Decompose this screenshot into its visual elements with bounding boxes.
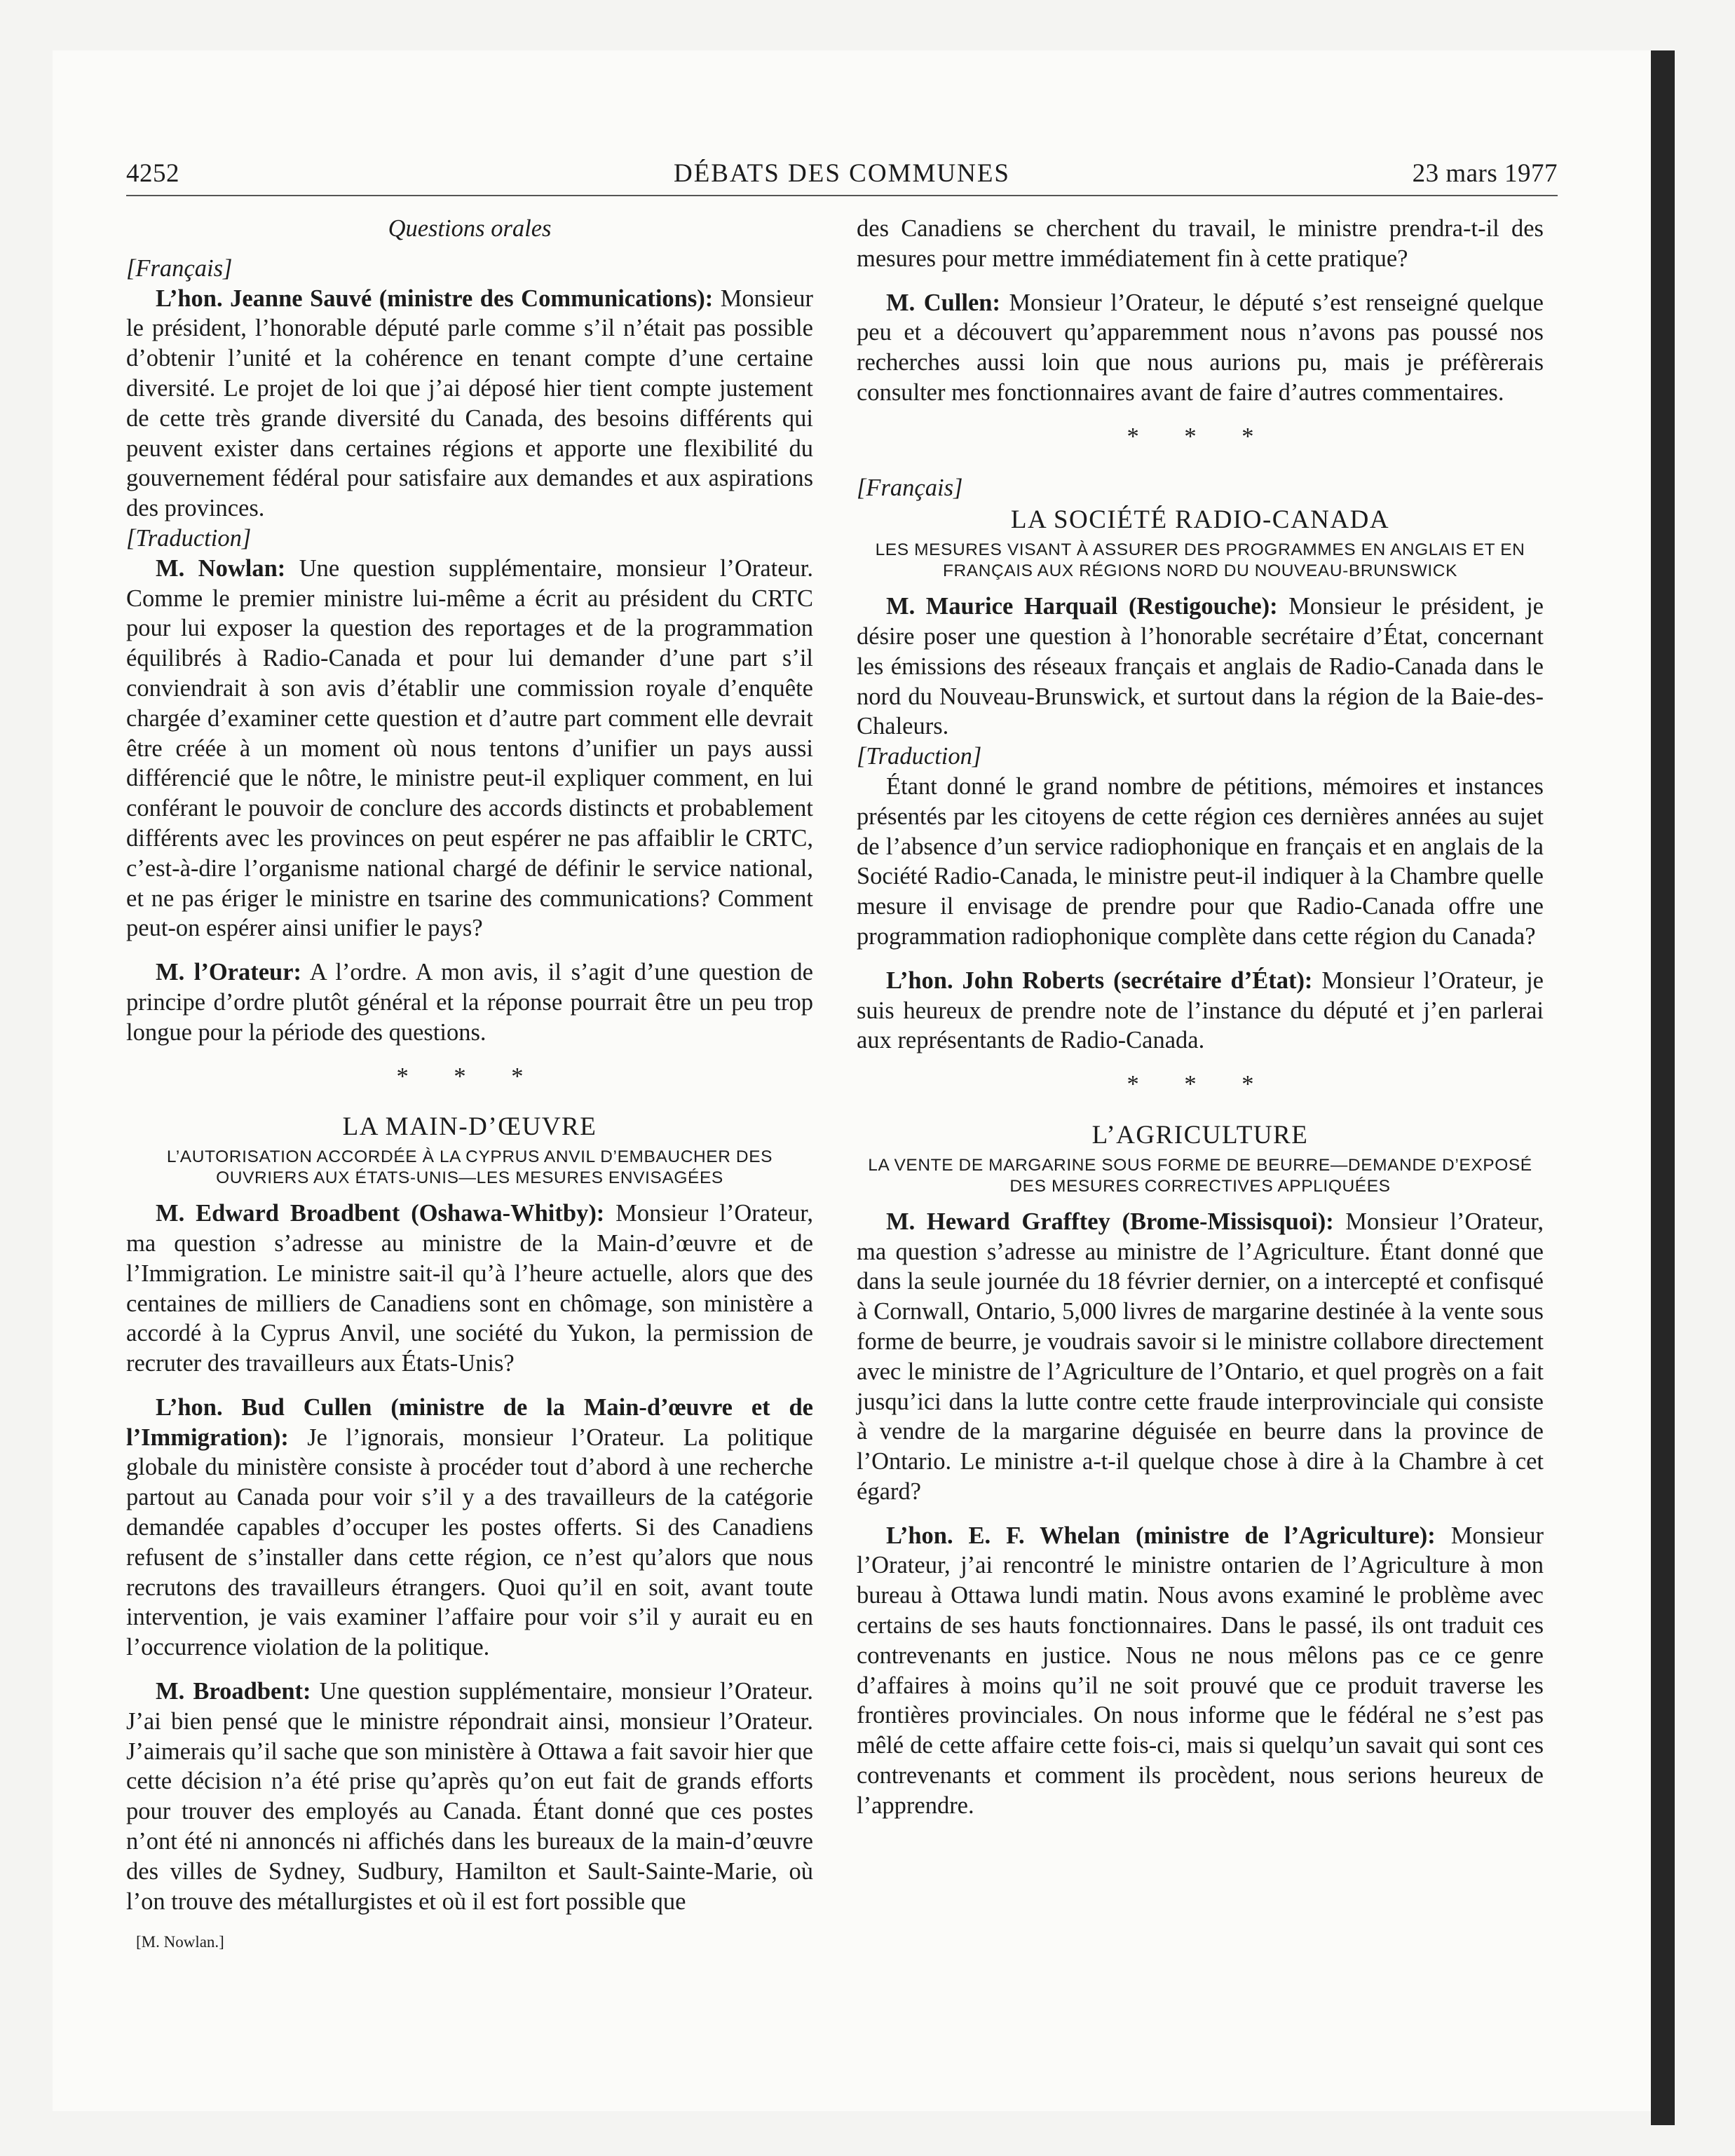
section-subtitle: LA VENTE DE MARGARINE SOUS FORME DE BEURRE—DEMANDE D’EXPOSÉ DES MESURES CORRECTIVES APPLIQUÉES xyxy=(868,1155,1532,1196)
paragraph-text: Monsieur l’Orateur, je suis heureux de prendre note de l’instance du député et j’en parlerai aux représentants de Radio-Canada. xyxy=(857,967,1544,1054)
page-header xyxy=(126,158,1558,198)
language-tag: [Traduction] xyxy=(126,524,252,552)
header-rule xyxy=(126,195,1558,196)
paragraph-text: Je l’ignorais, monsieur l’Orateur. La politique globale du ministère consiste à procéder tout d’abord à une recherche partout au Canada pour voir s’il y a des travailleurs de la catégorie demandée capables d’occuper les postes offerts. Si des Canadiens refusent de s’installer dans cette région, ce n’est qu’alors que nous recrutons des travailleurs étrangers. Quoi qu’il en soit, avant toute intervention, je vais examiner l’affaire pour voir s’il y aurait eu en l’occurrence violation de la politique. xyxy=(126,1424,813,1661)
paragraph-text: Monsieur l’Orateur, ma question s’adresse au ministre de la Main-d’œuvre et de l’Immigration. Le ministre sait-il qu’à l’heure actuelle, alors que des centaines de milliers de Canadiens sont en chômage, son ministère a accordé à la Cyprus Anvil, une société du Yukon, la permission de recruter des travailleurs aux États-Unis? xyxy=(126,1200,813,1377)
right-column xyxy=(857,214,1544,1821)
speaker-name: L’hon. Jeanne Sauvé (ministre des Communications): xyxy=(156,285,714,312)
language-tag: [Français] xyxy=(126,254,233,282)
paragraph xyxy=(126,1393,813,1663)
paragraph xyxy=(857,288,1544,408)
section-title: L’AGRICULTURE xyxy=(1091,1120,1309,1149)
speaker-name: L’hon. E. F. Whelan (ministre de l’Agriculture): xyxy=(886,1522,1436,1549)
paragraph xyxy=(126,957,813,1047)
publication-title: DÉBATS DES COMMUNES xyxy=(673,159,1010,188)
paragraph-text: Monsieur l’Orateur, j’ai rencontré le ministre ontarien de l’Agriculture à mon bureau à Ottawa lundi matin. Nous avons examiné le problème avec certains de ses hauts fonctionnaires. Dans le passé, ils ont traduit ces contrevenants en justice. Nous ne nous mêlons pas ce ce genre d’affaires à moins qu’il ne soit prouvé que ce produit traverse les frontières provinciales. On nous informe que le fédéral ne s’est pas mêlé de cette affaire cette fois-ci, mais si quelqu’un savait qui sont ces contrevenants et comment ils procèdent, nous serions heureux de l’apprendre. xyxy=(857,1522,1544,1819)
paragraph-text: Une question supplémentaire, monsieur l’Orateur. J’ai bien pensé que le ministre répondrait ainsi, monsieur l’Orateur. J’aimerais qu’il sache que son ministère à Ottawa a fait savoir hier que cette décision n’a été prise qu’après qu’on eut fait de grands efforts pour trouver des employés au Canada. Étant donné que ces postes n’ont été ni annoncés ni affichés dans les bureaux de la main-d’œuvre des villes de Sydney, Sudbury, Hamilton et Sault-Sainte-Marie, où l’on trouve des métallurgistes et où il est fort possible que xyxy=(126,1678,813,1915)
speaker-name: M. Cullen: xyxy=(886,289,1000,316)
paragraph-text: Monsieur le président, l’honorable député parle comme s’il n’était pas possible d’obtenir l’unité et la cohérence en tenant compte d’une certaine diversité. Le projet de loi que j’ai déposé hier tient compte justement de cette très grande diversité du Canada, des besoins différents qui peuvent exister dans certaines régions et apporte une flexibilité du gouvernement fédéral pour satisfaire aux demandes et aux aspirations des provinces. xyxy=(126,285,813,522)
speaker-name: M. Edward Broadbent (Oshawa-Whitby): xyxy=(156,1200,605,1227)
paragraph-text: Monsieur le président, je désire poser une question à l’honorable secrétaire d’État, concernant les émissions des réseaux français et anglais de Radio-Canada dans le nord du Nouveau-Brunswick, et surtout dans la région de la Baie-des-Chaleurs. xyxy=(857,593,1544,740)
speaker-name: M. Broadbent: xyxy=(156,1678,311,1705)
section-subtitle: L’AUTORISATION ACCORDÉE À LA CYPRUS ANVIL D’EMBAUCHER DES OUVRIERS AUX ÉTATS-UNIS—LES MESURES ENVISAGÉES xyxy=(166,1147,773,1188)
language-tag: [Traduction] xyxy=(857,743,982,770)
speaker-footnote: [M. Nowlan.] xyxy=(136,1933,224,1951)
paragraph xyxy=(857,1207,1544,1507)
paragraph-text: A l’ordre. A mon avis, il s’agit d’une question de principe d’ordre plutôt général et la réponse pourrait être un peu trop longue pour la période des questions. xyxy=(126,959,813,1046)
speaker-name: M. l’Orateur: xyxy=(156,959,302,986)
section-heading: Questions orales xyxy=(388,215,552,242)
section-title: LA MAIN-D’ŒUVRE xyxy=(342,1112,597,1142)
paragraph-text: Monsieur l’Orateur, ma question s’adresse au ministre de l’Agriculture. Étant donné que dans la seule journée du 18 février dernier, on a intercepté et confisqué à Cornwall, Ontario, 5,000 livres de margarine destinée à la vente sous forme de beurre, je voudrais savoir si le ministre collabore directement avec le ministre de l’Agriculture de l’Ontario, et quel progrès on a fait jusqu’ici dans la lutte contre cette fraude interprovinciale qui consiste à vendre de la margarine déguisée en beurre dans la province de l’Ontario. Le ministre a-t-il quelque chose à dire à la Chambre à cet égard? xyxy=(857,1208,1544,1505)
section-title: LA SOCIÉTÉ RADIO-CANADA xyxy=(1010,505,1390,535)
scan-edge-bar xyxy=(1651,50,1675,2125)
speaker-name: M. Maurice Harquail (Restigouche): xyxy=(886,593,1278,620)
paragraph-continued: des Canadiens se cherchent du travail, le ministre prendra-t-il des mesures pour mettre immédiatement fin à cette pratique? xyxy=(857,215,1544,272)
paragraph-text: Une question supplémentaire, monsieur l’Orateur. Comme le premier ministre lui-même a écrit au président du CRTC pour lui exposer la question des reportages et de la programmation équilibrés à Radio-Canada et pour lui demander d’une part s’il conviendrait à son avis d’établir une commission royale d’enquête chargée d’examiner cette question et d’autre part comment elle devrait être créée à un moment où nous tentons d’unifier un pays aussi différencié que le nôtre, le ministre peut-il expliquer comment, en lui conférant le pouvoir de conclure des accords distincts et probablement différents avec les provinces on peut espérer ne pas affaiblir le CRTC, c’est-à-dire l’organisme national chargé de définir le service national, et ne pas ériger le ministre en tsarine des communications? Comment peut-on espérer ainsi unifier le pays? xyxy=(126,554,813,942)
speaker-name: M. Heward Grafftey (Brome-Missisquoi): xyxy=(886,1208,1334,1235)
section-separator: * * * xyxy=(1127,423,1274,450)
paragraph xyxy=(126,284,813,524)
paragraph xyxy=(126,1677,813,1916)
language-tag: [Français] xyxy=(857,474,963,501)
paragraph-text: Monsieur l’Orateur, le député s’est renseigné quelque peu et a découvert qu’apparemment nous n’avons pas poussé nos recherches aussi loin que nous aurions pu, mais je préfèrerais consulter mes fonctionnaires avant de faire d’autres commentaires. xyxy=(857,289,1544,406)
paragraph: Étant donné le grand nombre de pétitions, mémoires et instances présentés par les citoyens de cette région ces dernières années au sujet de l’absence d’un service radiophonique en français et en anglais de la Société Radio-Canada, le ministre peut-il indiquer à la Chambre quelle mesure il envisage de prendre pour que Radio-Canada offre une programmation radiophonique complète dans cette région du Canada? xyxy=(857,772,1544,950)
section-separator: * * * xyxy=(1127,1071,1274,1098)
paragraph xyxy=(857,592,1544,742)
speaker-name: L’hon. John Roberts (secrétaire d’État): xyxy=(886,967,1313,994)
paragraph xyxy=(126,554,813,943)
paragraph xyxy=(126,1199,813,1379)
left-column xyxy=(126,214,813,1958)
page-date: 23 mars 1977 xyxy=(1412,159,1558,188)
speaker-name: M. Nowlan: xyxy=(156,554,286,582)
paragraph xyxy=(857,1521,1544,1821)
page-number: 4252 xyxy=(126,159,179,188)
speaker-name: L’hon. Bud Cullen (ministre de la Main-d’œuvre et de l’Immigration): xyxy=(126,1393,813,1451)
paragraph xyxy=(857,966,1544,1056)
section-separator: * * * xyxy=(396,1063,543,1090)
section-subtitle: LES MESURES VISANT À ASSURER DES PROGRAMMES EN ANGLAIS ET EN FRANÇAIS AUX RÉGIONS NORD DU NOUVEAU-BRUNSWICK xyxy=(875,540,1525,581)
